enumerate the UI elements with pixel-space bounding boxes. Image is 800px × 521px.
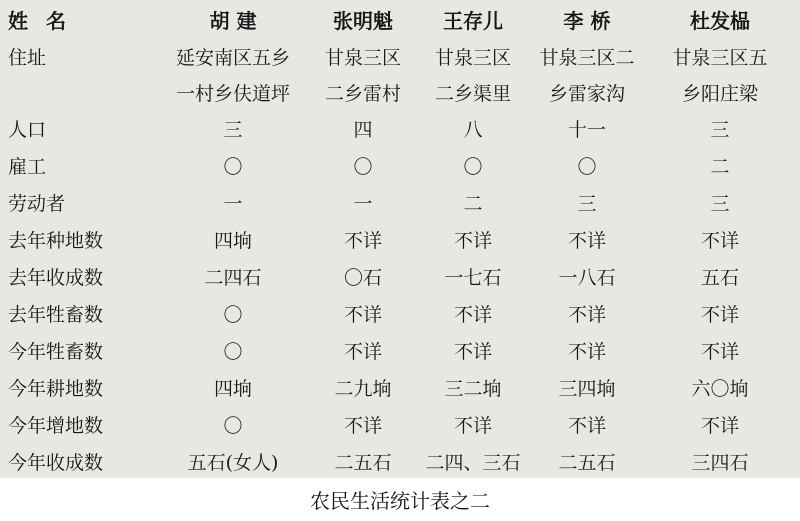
address-row-continued xyxy=(8,76,794,112)
name-li-qiao: 李 桥 xyxy=(563,9,611,33)
address-line1-cell: 甘泉三区五 xyxy=(672,46,768,69)
row-label: 去年收成数 xyxy=(8,267,104,289)
name-du-faying: 杜发榀 xyxy=(690,9,750,33)
table-cell: 不详 xyxy=(700,230,739,252)
table-cell: 四垧 xyxy=(213,230,252,252)
table-row xyxy=(8,371,794,408)
address-line2-cell: 一村乡伕道坪 xyxy=(175,82,290,105)
table-cell: 不详 xyxy=(567,341,606,363)
table-row xyxy=(8,223,794,260)
row-label: 雇工 xyxy=(8,156,47,178)
table-cell: 不详 xyxy=(453,341,492,363)
table-caption: 农民生活统计表之二 xyxy=(0,478,800,521)
address-label: 住址 xyxy=(8,46,47,69)
table-cell: 不详 xyxy=(700,415,739,437)
table-cell: 三 xyxy=(710,119,730,141)
row-label: 劳动者 xyxy=(8,193,66,215)
table-cell: 〇 xyxy=(577,156,597,178)
row-label: 人口 xyxy=(8,119,47,141)
table-row xyxy=(8,149,794,186)
row-label: 今年耕地数 xyxy=(8,378,104,400)
address-row xyxy=(8,40,794,76)
table-cell: 〇 xyxy=(223,415,243,437)
row-label: 去年牲畜数 xyxy=(8,304,104,326)
address-line2-cell: 二乡雷村 xyxy=(324,82,401,105)
table-cell: 不详 xyxy=(567,415,606,437)
address-line2-cell: 乡雷家沟 xyxy=(548,82,625,105)
table-cell: 五石(女人) xyxy=(187,452,279,474)
table-cell: 〇 xyxy=(463,156,483,178)
address-line1-cell: 延安南区五乡 xyxy=(175,46,290,69)
table-cell: 三二垧 xyxy=(444,378,502,400)
table-cell: 不详 xyxy=(567,230,606,252)
table-cell: 三 xyxy=(223,119,243,141)
table-row xyxy=(8,445,794,482)
table-cell: 三 xyxy=(577,193,597,215)
table-cell: 不详 xyxy=(453,230,492,252)
table-body xyxy=(8,2,794,482)
address-line2-cell: 二乡渠里 xyxy=(434,82,511,105)
header-label: 姓名 xyxy=(8,9,84,33)
table-cell: 六〇垧 xyxy=(691,378,749,400)
address-line1-cell: 甘泉三区 xyxy=(434,46,511,69)
table-cell: 不详 xyxy=(343,341,382,363)
table-cell: 三四石 xyxy=(691,452,749,474)
address-line1-cell: 甘泉三区二 xyxy=(539,46,635,69)
table-cell: 二四、三石 xyxy=(425,452,521,474)
table-cell: 不详 xyxy=(453,304,492,326)
peasant-statistics-table xyxy=(8,2,794,482)
table-cell: 二 xyxy=(710,156,730,178)
table-cell: 二四石 xyxy=(204,267,262,289)
table-cell: 十一 xyxy=(567,119,606,141)
table-cell: 一八石 xyxy=(558,267,616,289)
table-cell: 一七石 xyxy=(444,267,502,289)
table-row xyxy=(8,186,794,223)
name-zhang-mingkui: 张明魁 xyxy=(333,9,393,33)
table-cell: 不详 xyxy=(453,415,492,437)
table-cell: 三 xyxy=(710,193,730,215)
table-cell: 〇 xyxy=(223,341,243,363)
table-row xyxy=(8,408,794,445)
table-cell: 一 xyxy=(353,193,373,215)
name-hu-jian: 胡 建 xyxy=(209,9,257,33)
table-cell: 〇 xyxy=(353,156,373,178)
row-label: 今年增地数 xyxy=(8,415,104,437)
table-cell: 不详 xyxy=(567,304,606,326)
table-cell: 不详 xyxy=(343,304,382,326)
table-cell: 五石 xyxy=(700,267,739,289)
table-cell: 八 xyxy=(463,119,483,141)
header-row xyxy=(8,2,794,40)
table-cell: 〇石 xyxy=(343,267,382,289)
row-label: 去年种地数 xyxy=(8,230,104,252)
table-cell: 〇 xyxy=(223,156,243,178)
address-line1-cell: 甘泉三区 xyxy=(324,46,401,69)
table-cell: 二 xyxy=(463,193,483,215)
table-cell: 二九垧 xyxy=(334,378,392,400)
table-cell: 二五石 xyxy=(558,452,616,474)
table-row xyxy=(8,112,794,149)
table-row xyxy=(8,260,794,297)
table-cell: 不详 xyxy=(700,341,739,363)
address-label-blank xyxy=(8,76,158,112)
table-cell: 不详 xyxy=(700,304,739,326)
table-row xyxy=(8,297,794,334)
table-cell: 二五石 xyxy=(334,452,392,474)
table-cell: 四垧 xyxy=(213,378,252,400)
row-label: 今年收成数 xyxy=(8,452,104,474)
table-cell: 一 xyxy=(223,193,243,215)
address-line2-cell: 乡阳庄梁 xyxy=(681,82,758,105)
table-cell: 不详 xyxy=(343,230,382,252)
name-wang-cuner: 王存儿 xyxy=(443,9,503,33)
row-label: 今年牲畜数 xyxy=(8,341,104,363)
table-row xyxy=(8,334,794,371)
table-cell: 四 xyxy=(353,119,373,141)
table-cell: 不详 xyxy=(343,415,382,437)
table-cell: 三四垧 xyxy=(558,378,616,400)
table-cell: 〇 xyxy=(223,304,243,326)
